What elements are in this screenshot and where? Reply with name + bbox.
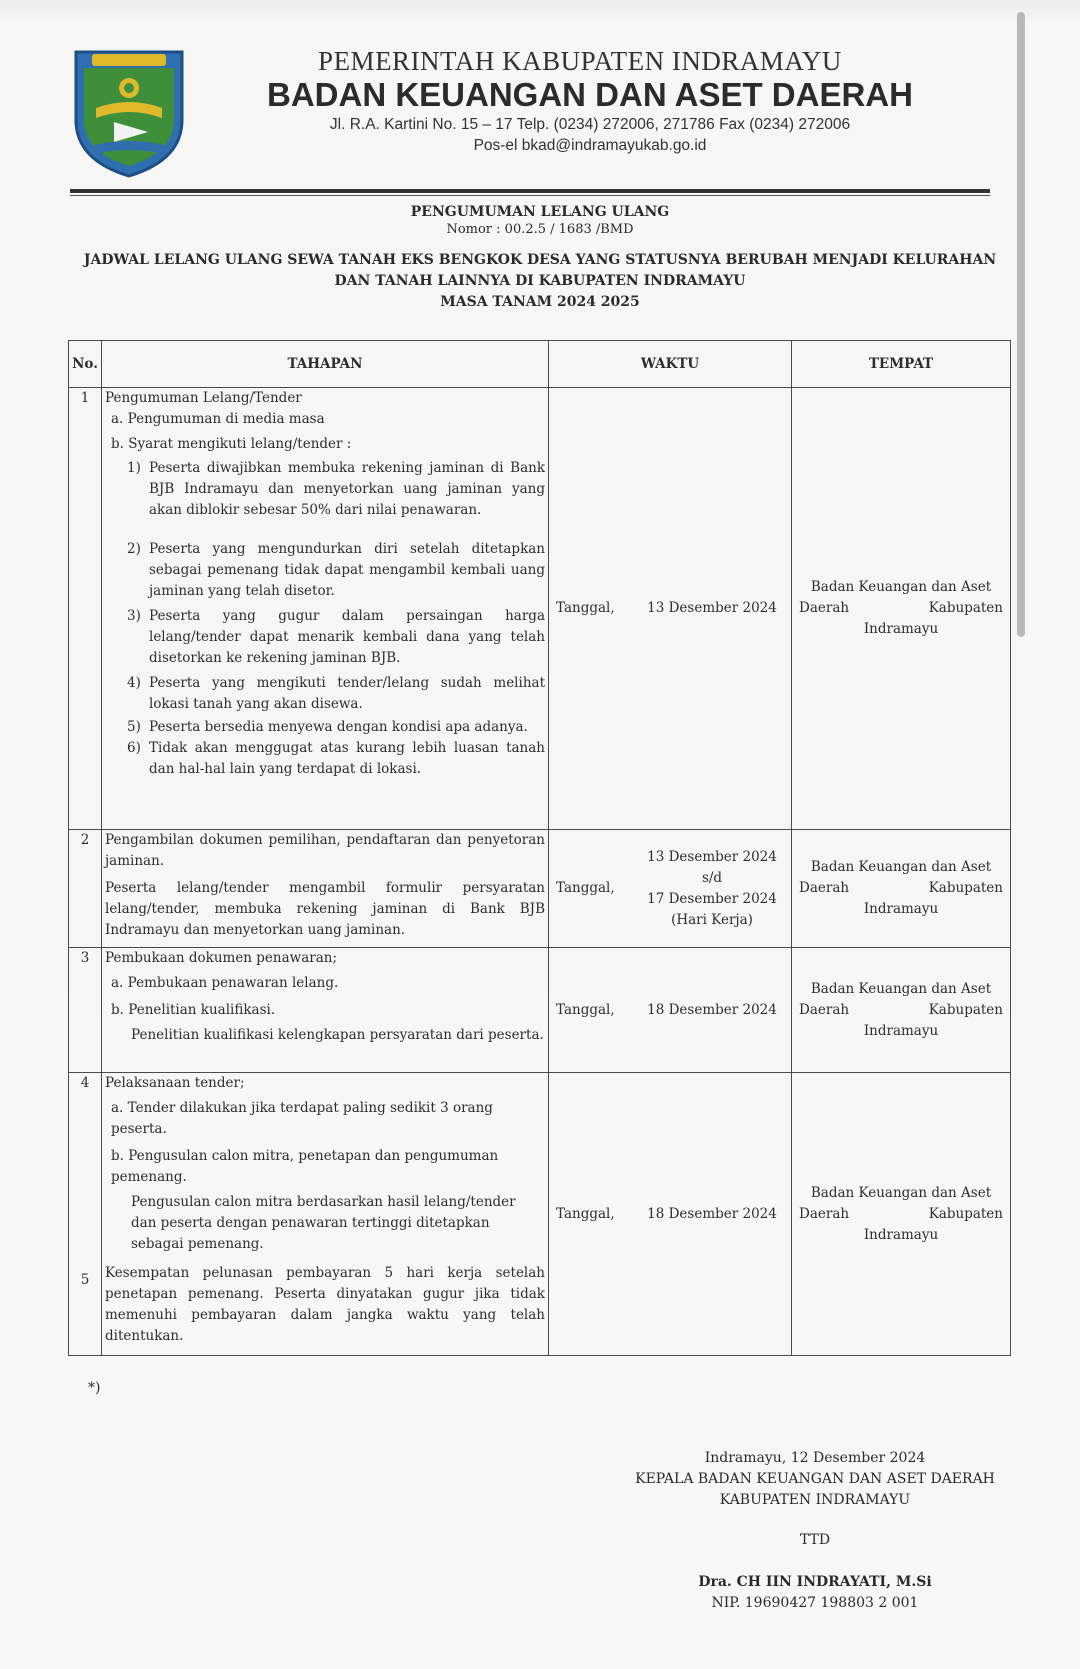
schedule-title-line2: DAN TANAH LAINNYA DI KABUPATEN INDRAMAYU xyxy=(334,273,746,289)
row-tempat xyxy=(792,830,1011,948)
requirement-text: Peserta bersedia menyewa dengan kondisi apa adanya. xyxy=(149,719,528,735)
waktu-label: Tanggal, xyxy=(556,1001,615,1018)
schedule-title-line3: MASA TANAM 2024 2025 xyxy=(440,294,640,310)
waktu-date: 18 Desember 2024 xyxy=(647,1001,777,1018)
row-number: 2 xyxy=(69,830,102,948)
stage-item-b: b. Syarat mengikuti lelang/tender : xyxy=(111,436,352,452)
requirement-text: Peserta yang gugur dalam persaingan harga lelang/tender dapat menarik kembali dana yang telah disetorkan ke rekening jaminan BJB. xyxy=(149,608,545,666)
waktu-date-end: 17 Desember 2024 xyxy=(647,890,777,907)
row-number: 3 xyxy=(69,948,102,1073)
announcement-number: Nomor : 00.2.5 / 1683 /BMD xyxy=(446,222,634,237)
row-tempat xyxy=(792,388,1011,830)
requirement-number: 2) xyxy=(127,541,141,557)
signature-place-date: Indramayu, 12 Desember 2024 xyxy=(704,1450,926,1466)
tempat-line1: Badan Keuangan dan Aset xyxy=(810,859,992,875)
stage-item-a: a. Pengumuman di media masa xyxy=(111,411,325,427)
stage-title: Pelaksanaan tender; xyxy=(105,1075,245,1091)
header-tahapan: TAHAPAN xyxy=(102,341,549,388)
requirement-item xyxy=(105,717,545,738)
row-tahapan xyxy=(102,1073,549,1356)
vertical-scrollbar[interactable] xyxy=(1017,12,1025,637)
row-waktu xyxy=(549,830,792,948)
footnote-marker: *) xyxy=(88,1380,101,1396)
stage-item-a: a. Pembukaan penawaran lelang. xyxy=(111,975,339,991)
tempat-line2b: Kabupaten xyxy=(928,1001,1003,1018)
requirement-number: 6) xyxy=(127,740,141,756)
tempat-line2b: Kabupaten xyxy=(928,600,1003,616)
stage-item-b-description: Pengusulan calon mitra berdasarkan hasil lelang/tender dan peserta dengan penawaran tertinggi ditetapkan sebagai pemenang. xyxy=(131,1194,516,1252)
waktu-date: 13 Desember 2024 xyxy=(647,600,777,616)
tempat-line1: Badan Keuangan dan Aset xyxy=(810,1184,992,1201)
schedule-table xyxy=(68,340,1011,1356)
signatory-nip: NIP. 19690427 198803 2 001 xyxy=(711,1595,919,1611)
tempat-line2a: Daerah xyxy=(799,1205,850,1222)
row-waktu xyxy=(549,388,792,830)
table-row xyxy=(69,1073,1011,1356)
letterhead-agency-name: BADAN KEUANGAN DAN ASET DAERAH xyxy=(267,76,913,113)
requirement-item xyxy=(105,673,545,715)
row-waktu xyxy=(549,948,792,1073)
waktu-label: Tanggal, xyxy=(556,600,615,616)
stage-item-a: a. Tender dilakukan jika terdapat paling sedikit 3 orang peserta. xyxy=(111,1100,493,1137)
waktu-date-start: 13 Desember 2024 xyxy=(647,848,777,865)
table-row xyxy=(69,830,1011,948)
waktu-note: (Hari Kerja) xyxy=(671,911,753,928)
stage-item-b: b. Penelitian kualifikasi. xyxy=(111,1002,276,1018)
signature-position-line1: KEPALA BADAN KEUANGAN DAN ASET DAERAH xyxy=(635,1471,995,1487)
tempat-line2b: Kabupaten xyxy=(928,1205,1003,1222)
tempat-line2b: Kabupaten xyxy=(928,880,1003,896)
stage-title: Pembukaan dokumen penawaran; xyxy=(105,950,338,966)
signatory-name: Dra. CH IIN INDRAYATI, M.Si xyxy=(698,1574,932,1590)
header-tempat: TEMPAT xyxy=(792,341,1011,388)
waktu-label: Tanggal, xyxy=(556,1205,615,1222)
letterhead-divider-thick xyxy=(70,189,990,193)
signature-position-line2: KABUPATEN INDRAMAYU xyxy=(719,1492,911,1508)
tempat-line3: Indramayu xyxy=(863,1226,939,1243)
stage-item-b: b. Pengusulan calon mitra, penetapan dan pengumuman pemenang. xyxy=(111,1148,499,1185)
tempat-line3: Indramayu xyxy=(863,1022,939,1039)
letterhead-government-line: PEMERINTAH KABUPATEN INDRAMAYU xyxy=(318,46,842,76)
tempat-line2a: Daerah xyxy=(799,600,850,616)
stage-description: Peserta lelang/tender mengambil formulir persyaratan lelang/tender, membuka rekening jaminan di Bank BJB Indramayu dan menyetorkan uang jaminan. xyxy=(105,880,545,938)
stage-item-5: Kesempatan pelunasan pembayaran 5 hari kerja setelah penetapan pemenang. Peserta dinyatakan gugur jika tidak memenuhi pembayaran dalam jangka waktu yang telah ditentukan. xyxy=(105,1265,545,1344)
requirement-text: Tidak akan menggugat atas kurang lebih luasan tanah dan hal-hal lain yang terdapat di lokasi. xyxy=(149,740,545,777)
signature-ttd: TTD xyxy=(799,1532,831,1548)
requirement-text: Peserta diwajibkan membuka rekening jaminan di Bank BJB Indramayu dan menyetorkan uang jaminan yang akan diblokir sebesar 50% dari nilai penawaran. xyxy=(149,460,545,518)
row-tempat xyxy=(792,948,1011,1073)
header-waktu: WAKTU xyxy=(549,341,792,388)
requirement-number: 4) xyxy=(127,675,141,691)
requirement-item xyxy=(105,606,545,669)
letterhead-address: Jl. R.A. Kartini No. 15 – 17 Telp. (0234) 272006, 271786 Fax (0234) 272006 xyxy=(329,116,851,133)
table-header-row xyxy=(69,341,1011,388)
requirement-number: 3) xyxy=(127,608,141,624)
tempat-line2a: Daerah xyxy=(799,880,850,896)
row-number-cell xyxy=(69,1073,102,1356)
waktu-range-separator: s/d xyxy=(701,869,723,886)
requirement-text: Peserta yang mengundurkan diri setelah ditetapkan sebagai pemenang tidak dapat mengambil kembali uang jaminan yang telah disetor. xyxy=(149,541,545,599)
tempat-line1: Badan Keuangan dan Aset xyxy=(810,579,992,595)
row-waktu xyxy=(549,1073,792,1356)
schedule-title-line1: JADWAL LELANG ULANG SEWA TANAH EKS BENGKOK DESA YANG STATUSNYA BERUBAH MENJADI KELURAHAN xyxy=(83,252,997,268)
row-tahapan xyxy=(102,388,549,830)
letterhead-email: Pos-el bkad@indramayukab.go.id xyxy=(473,137,707,154)
requirement-item xyxy=(105,458,545,521)
letterhead-divider-thin xyxy=(70,195,990,196)
row-tempat xyxy=(792,1073,1011,1356)
announcement-title: PENGUMUMAN LELANG ULANG xyxy=(410,204,670,220)
stage-item-b-description: Penelitian kualifikasi kelengkapan persyaratan dari peserta. xyxy=(131,1027,544,1043)
waktu-label: Tanggal, xyxy=(556,880,615,896)
requirement-number: 1) xyxy=(127,460,141,476)
row-number-5: 5 xyxy=(80,1272,90,1288)
requirement-item xyxy=(105,738,545,780)
stage-title: Pengumuman Lelang/Tender xyxy=(105,390,302,406)
stage-title: Pengambilan dokumen pemilihan, pendaftaran dan penyetoran jaminan. xyxy=(105,832,545,869)
indramayu-regency-emblem-icon xyxy=(68,42,190,180)
tempat-line3: Indramayu xyxy=(863,901,939,917)
table-row xyxy=(69,388,1011,830)
requirement-number: 5) xyxy=(127,719,141,735)
header-no: No. xyxy=(69,341,102,388)
tempat-line2a: Daerah xyxy=(799,1001,850,1018)
tempat-line1: Badan Keuangan dan Aset xyxy=(810,980,992,997)
row-number: 4 xyxy=(80,1075,90,1091)
row-number: 1 xyxy=(69,388,102,830)
waktu-date: 18 Desember 2024 xyxy=(647,1205,777,1222)
table-row xyxy=(69,948,1011,1073)
requirement-text: Peserta yang mengikuti tender/lelang sudah melihat lokasi tanah yang akan disewa. xyxy=(149,675,545,712)
requirement-item xyxy=(105,539,545,602)
row-tahapan xyxy=(102,830,549,948)
tempat-line3: Indramayu xyxy=(863,621,939,637)
row-tahapan xyxy=(102,948,549,1073)
